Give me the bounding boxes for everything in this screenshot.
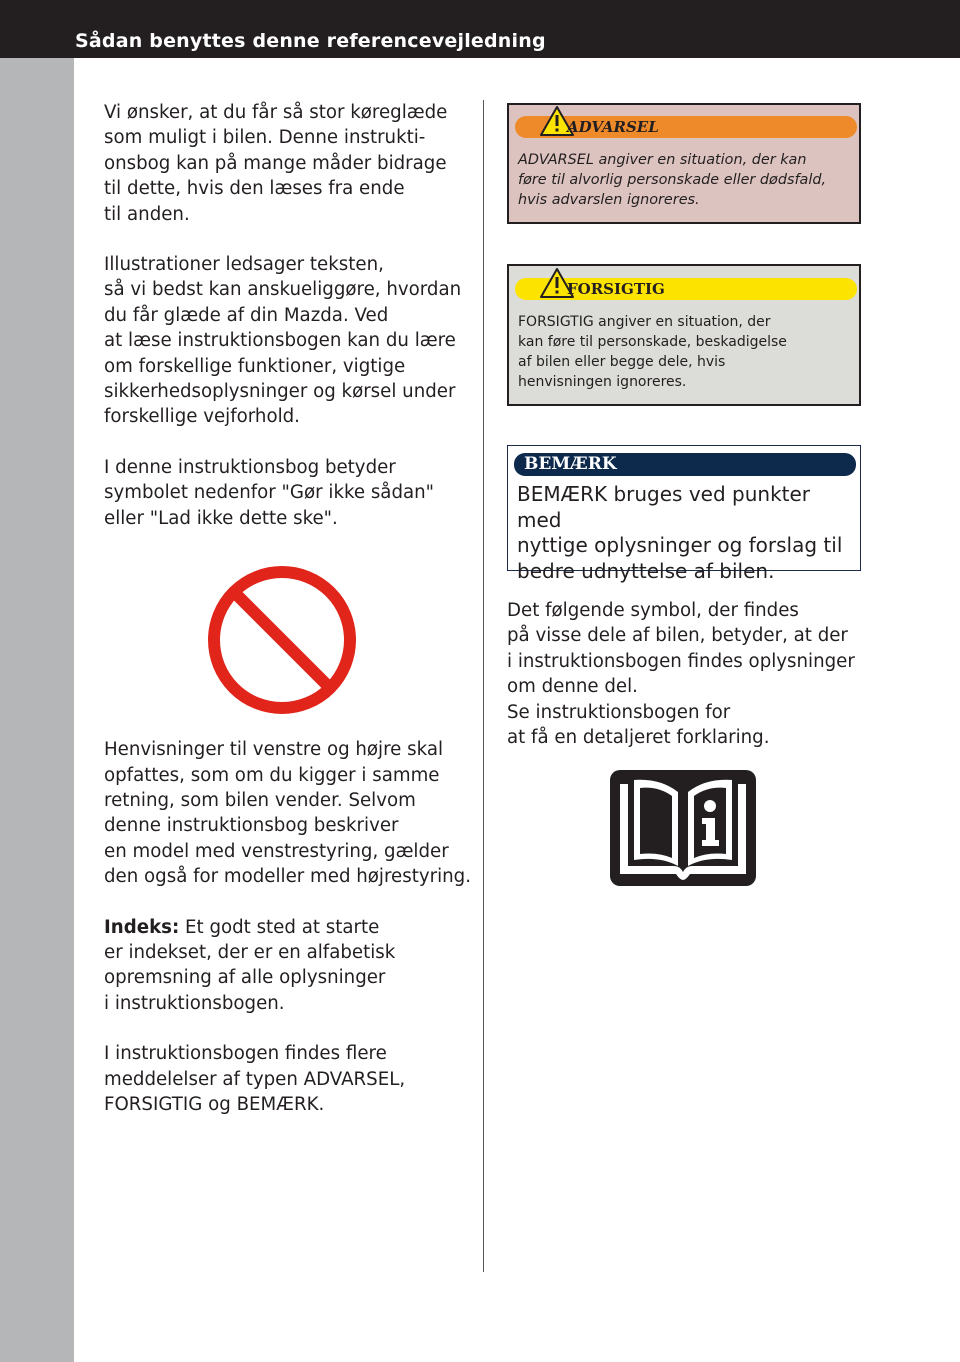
left-margin-bar [0, 58, 74, 1362]
page-header [0, 0, 960, 58]
prohibition-icon [206, 564, 358, 716]
caution-box [507, 264, 861, 406]
caution-text: FORSIGTIG angiver en situation, der kan føre til personskade, beskadigelse af bilen eller begge dele, hvis henvisningen ignoreres. [518, 314, 787, 390]
note-text: BEMÆRK bruges ved punkter med nyttige oplysninger og forslag til bedre udnyttelse af bilen. [517, 482, 843, 583]
symbol-explanation-paragraph: Det følgende symbol, der findes på visse dele af bilen, betyder, at der i instruktionsbogen findes oplysninger om denne del. Se instruktionsbogen for at få en detaljeret forklaring. [507, 600, 855, 749]
note-header [514, 453, 856, 476]
intro-paragraph: Vi ønsker, at du får så stor køreglæde som muligt i bilen. Denne instrukti- onsbog kan på mange måder bidrage til dette, hvis den læses fra ende til anden. [104, 102, 448, 225]
index-paragraph [104, 915, 474, 1017]
caution-label: FORSIGTIG [567, 280, 665, 298]
column-divider [483, 100, 484, 1272]
messages-paragraph: I instruktionsbogen findes flere meddelelser af typen ADVARSEL, FORSIGTIG og BEMÆRK. [104, 1043, 406, 1115]
directions-paragraph: Henvisninger til venstre og højre skal opfattes, som om du kigger i samme retning, som bilen vender. Selvom denne instruktionsbog beskriver en model med venstrestyring, gælder den også for modeller med højrestyring. [104, 739, 472, 888]
manual-book-info-icon [610, 770, 756, 886]
illustrations-paragraph: Illustrationer ledsager teksten, så vi bedst kan anskueliggøre, hvordan du får glæde af din Mazda. Ved at læse instruktionsbogen kan du lære om forskellige funktioner, vigtige sikkerhedsoplysninger og kørsel under forskellige vejforhold. [104, 254, 462, 428]
index-label: Indeks: [104, 916, 180, 938]
warning-header [515, 116, 857, 138]
page-title: Sådan benyttes denne referencevejledning [75, 30, 546, 52]
warning-box [507, 103, 861, 224]
caution-header [515, 278, 857, 300]
symbol-intro-paragraph: I denne instruktionsbog betyder symbolet nedenfor "Gør ikke sådan" eller "Lad ikke dette ske". [104, 456, 435, 529]
warning-text: ADVARSEL angiver en situation, der kan føre til alvorlig personskade eller dødsfald, hvis advarslen ignoreres. [518, 152, 827, 208]
note-box [507, 445, 861, 583]
note-label: BEMÆRK [524, 454, 617, 474]
right-column [507, 598, 867, 750]
warning-label: ADVARSEL [567, 118, 659, 136]
index-text: Et godt sted at starte er indekset, der er en alfabetisk opremsning af alle oplysninger i instruktionsbogen. [104, 916, 396, 1014]
